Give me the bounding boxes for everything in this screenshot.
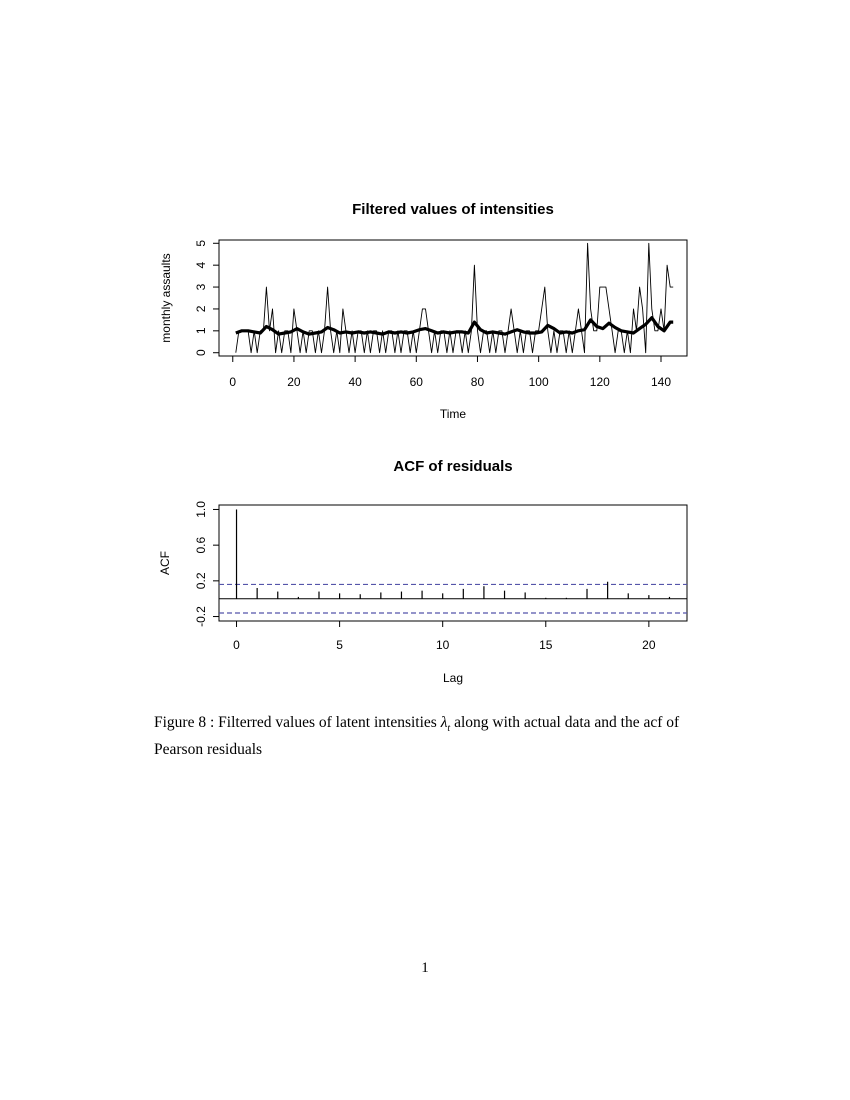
- x-tick-label: 0: [233, 638, 240, 652]
- x-tick-label: 60: [409, 375, 423, 389]
- x-tick-label: 120: [589, 375, 610, 389]
- x-tick-label: 100: [528, 375, 549, 389]
- y-tick-label: 0.6: [194, 536, 208, 554]
- x-tick-label: 20: [642, 638, 656, 652]
- y-axis-label: monthly assaults: [159, 253, 173, 343]
- y-tick-label: 0.2: [194, 572, 208, 590]
- x-tick-label: 5: [336, 638, 343, 652]
- acf-chart: [0, 440, 850, 700]
- x-tick-label: 140: [650, 375, 672, 389]
- x-tick-label: 0: [229, 375, 237, 389]
- y-tick-label: 5: [194, 239, 208, 247]
- caption-suffix: along with actual data and the acf of Pearson residuals: [154, 714, 680, 759]
- x-tick-label: 40: [348, 375, 362, 389]
- y-tick-label: 1.0: [194, 501, 208, 518]
- caption-symbol: λ: [440, 714, 448, 731]
- x-axis-label: Lag: [442, 671, 464, 685]
- filtered-intensity-line: [236, 318, 673, 334]
- chart-title: ACF of residuals: [393, 458, 513, 475]
- y-axis-label: ACF: [158, 551, 172, 575]
- chart-title: Filtered values of intensities: [352, 201, 554, 218]
- y-tick-label: 1: [194, 327, 208, 335]
- y-tick-label: 0: [194, 349, 208, 357]
- y-tick-label: -0.2: [194, 606, 208, 627]
- x-tick-label: 80: [470, 375, 485, 389]
- actual-data-line: [236, 243, 673, 352]
- page-number: 1: [421, 960, 429, 976]
- y-tick-label: 3: [194, 283, 208, 291]
- y-tick-label: 2: [194, 305, 208, 313]
- plot-frame: [219, 505, 687, 621]
- caption-prefix: Figure 8 : Filterred values of latent intensities: [154, 714, 441, 731]
- x-tick-label: 10: [436, 638, 450, 652]
- figure-caption: [154, 712, 699, 760]
- x-tick-label: 15: [539, 638, 553, 652]
- caption-subscript: t: [447, 723, 451, 735]
- y-tick-label: 4: [194, 261, 208, 269]
- x-axis-label: Time: [439, 407, 467, 421]
- x-tick-label: 20: [287, 375, 301, 389]
- intensity-chart: [0, 0, 850, 430]
